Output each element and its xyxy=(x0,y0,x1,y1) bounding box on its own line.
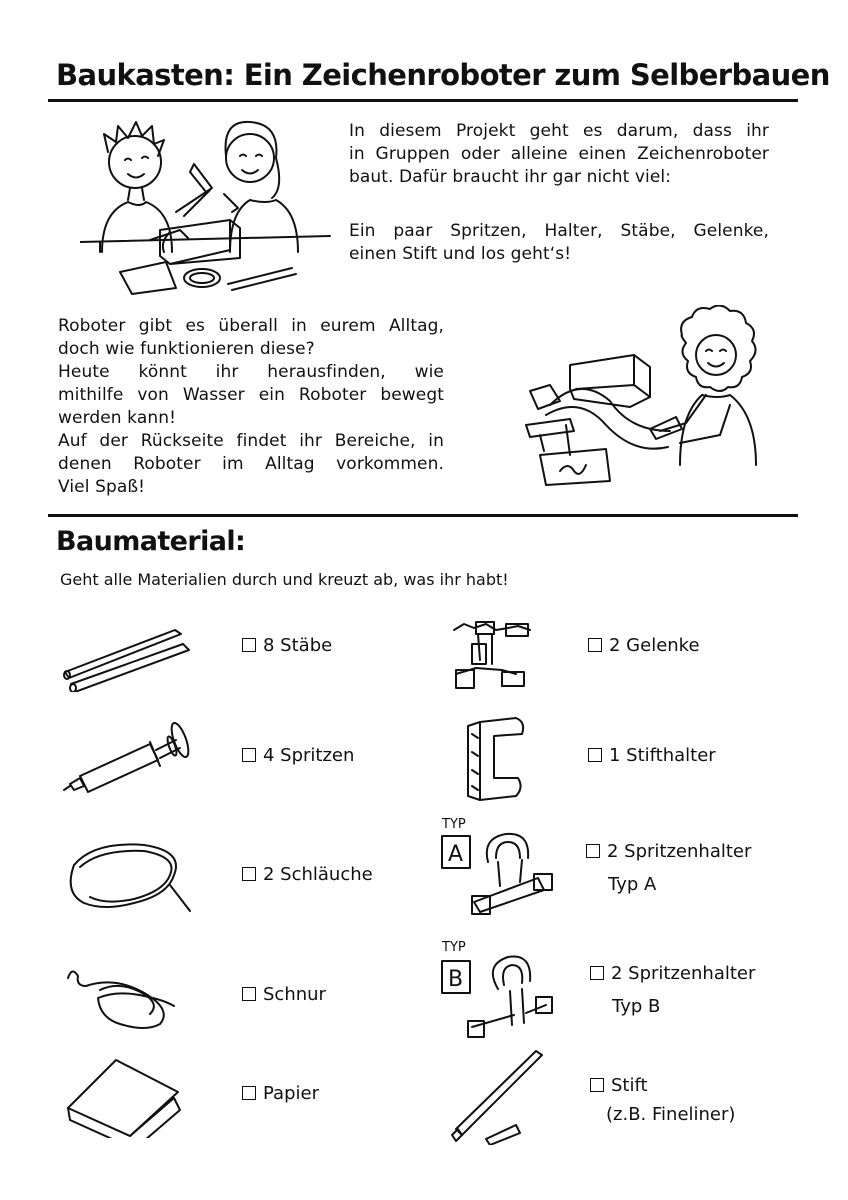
syringe-holder-a-icon xyxy=(438,812,568,917)
materials-summary-paragraph xyxy=(349,220,769,266)
item-sublabel: (z.B. Fineliner) xyxy=(606,1104,736,1125)
checklist-item-syringes[interactable] xyxy=(242,739,354,772)
checklist-item-pen[interactable] xyxy=(590,1069,735,1128)
item-label: 2 Spritzenhalter xyxy=(611,963,756,984)
item-label: 2 Spritzenhalter xyxy=(607,841,752,862)
kids-building-robot-illustration xyxy=(80,112,340,297)
checkbox[interactable] xyxy=(242,748,256,762)
intro-paragraph xyxy=(349,120,769,189)
materials-instruction: Geht alle Materialien durch und kreuzt ab, was ihr habt! xyxy=(60,570,509,589)
text-line: denen Roboter im Alltag vorkommen. xyxy=(58,454,444,474)
checkbox[interactable] xyxy=(590,1078,604,1092)
checklist-item-rods[interactable] xyxy=(242,629,332,662)
text-line: Auf der Rückseite findet ihr Bereiche, in xyxy=(58,431,444,451)
item-sublabel: Typ B xyxy=(612,996,661,1017)
text-line: mithilfe von Wasser ein Roboter bewegt xyxy=(58,385,444,405)
checkbox[interactable] xyxy=(242,1086,256,1100)
checklist-item-tubes[interactable] xyxy=(242,858,373,891)
checkbox[interactable] xyxy=(588,748,602,762)
item-label: 4 Spritzen xyxy=(263,745,355,766)
checklist-item-pen-holder[interactable] xyxy=(588,739,716,772)
paper-icon xyxy=(60,1058,200,1138)
checkbox[interactable] xyxy=(588,638,602,652)
text-line: werden kann! xyxy=(58,408,177,428)
checklist-item-paper[interactable] xyxy=(242,1077,319,1110)
title-divider xyxy=(48,99,798,102)
text-line: Viel Spaß! xyxy=(58,477,146,497)
materials-heading: Baumaterial: xyxy=(56,526,246,557)
item-label: 2 Schläuche xyxy=(263,864,373,885)
checkbox[interactable] xyxy=(242,987,256,1001)
item-label: 1 Stifthalter xyxy=(609,745,716,766)
checkbox[interactable] xyxy=(590,966,604,980)
checklist-item-syringe-holder-a[interactable] xyxy=(586,835,751,901)
tube-icon xyxy=(60,835,200,925)
checklist-item-syringe-holder-b[interactable] xyxy=(590,957,755,1023)
pen-icon xyxy=(446,1045,546,1145)
text-line: einen Stift und los geht‘s! xyxy=(349,244,572,264)
text-line: Roboter gibt es überall in eurem Alltag, xyxy=(58,316,444,336)
girl-with-robot-illustration xyxy=(510,305,770,490)
checklist-item-string[interactable] xyxy=(242,978,326,1011)
item-label: Papier xyxy=(263,1083,319,1104)
page-title: Baukasten: Ein Zeichenroboter zum Selberbauen xyxy=(56,58,830,92)
checklist-item-joints[interactable] xyxy=(588,629,700,662)
type-letter-a: A xyxy=(448,842,464,867)
type-label: TYP xyxy=(442,940,466,955)
text-line: in Gruppen oder alleine einen Zeichenroboter xyxy=(349,144,769,164)
type-letter-b: B xyxy=(448,967,464,992)
syringe-icon xyxy=(60,716,200,796)
robots-everyday-paragraph xyxy=(58,315,444,499)
text-line: In diesem Projekt geht es darum, dass ihr xyxy=(349,121,769,141)
string-icon xyxy=(60,960,200,1030)
item-label: Schnur xyxy=(263,984,326,1005)
syringe-holder-b-icon xyxy=(438,935,568,1040)
pen-holder-icon xyxy=(460,712,530,802)
type-label: TYP xyxy=(442,817,466,832)
checkbox[interactable] xyxy=(242,867,256,881)
item-label: 2 Gelenke xyxy=(609,635,700,656)
item-sublabel: Typ A xyxy=(608,874,657,895)
text-line: baut. Dafür braucht ihr gar nicht viel: xyxy=(349,167,672,187)
joints-icon xyxy=(446,614,536,694)
checkbox[interactable] xyxy=(242,638,256,652)
item-label: Stift xyxy=(611,1075,648,1096)
text-line: doch wie funktionieren diese? xyxy=(58,339,315,359)
section-divider xyxy=(48,514,798,517)
checkbox[interactable] xyxy=(586,844,600,858)
text-line: Ein paar Spritzen, Halter, Stäbe, Gelenke, xyxy=(349,221,769,241)
rods-icon xyxy=(55,622,195,692)
item-label: 8 Stäbe xyxy=(263,635,333,656)
text-line: Heute könnt ihr herausfinden, wie xyxy=(58,362,444,382)
